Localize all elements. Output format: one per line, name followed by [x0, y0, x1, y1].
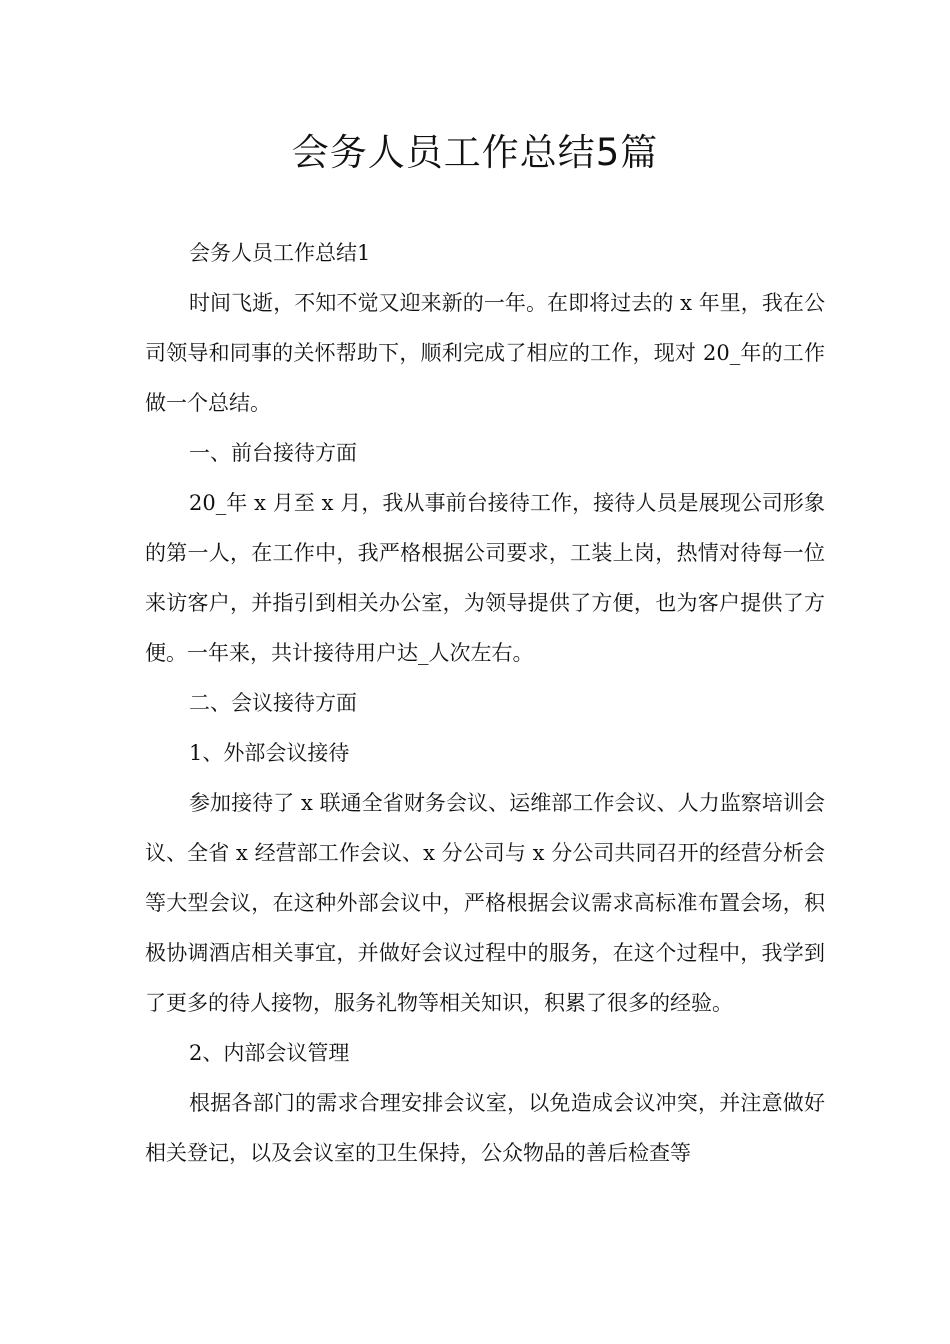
section-heading: 一、前台接待方面 — [189, 441, 357, 465]
document-body — [145, 228, 825, 1178]
paragraph: 根据各部门的需求合理安排会议室，以免造成会议冲突，并注意做好相关登记，以及会议室的卫生保持，公众物品的善后检查等 — [145, 1091, 825, 1165]
section-heading: 二、会议接待方面 — [189, 691, 357, 715]
paragraph: 时间飞逝，不知不觉又迎来新的一年。在即将过去的 x 年里，我在公司领导和同事的关怀帮助下，顺利完成了相应的工作，现对 20_年的工作做一个总结。 — [145, 291, 825, 415]
subsection-heading: 1、外部会议接待 — [189, 741, 350, 765]
section-heading: 会务人员工作总结1 — [189, 241, 371, 265]
paragraph: 20_年 x 月至 x 月，我从事前台接待工作，接待人员是展现公司形象的第一人，在工作中，我严格根据公司要求，工装上岗，热情对待每一位来访客户，并指引到相关办公室，为领导提供了方便，也为客户提供了方便。一年来，共计接待用户达_人次左右。 — [145, 491, 825, 665]
paragraph: 参加接待了 x 联通全省财务会议、运维部工作会议、人力监察培训会议、全省 x 经营部工作会议、x 分公司与 x 分公司共同召开的经营分析会等大型会议，在这种外部会议中，严格根据会议需求高标准布置会场，积极协调酒店相关事宜，并做好会议过程中的服务，在这个过程中，我学到了更多的待人接物，服务礼物等相关知识，积累了很多的经验。 — [145, 791, 825, 1015]
document-title: 会务人员工作总结5篇 — [291, 131, 659, 174]
subsection-heading: 2、内部会议管理 — [189, 1041, 350, 1065]
